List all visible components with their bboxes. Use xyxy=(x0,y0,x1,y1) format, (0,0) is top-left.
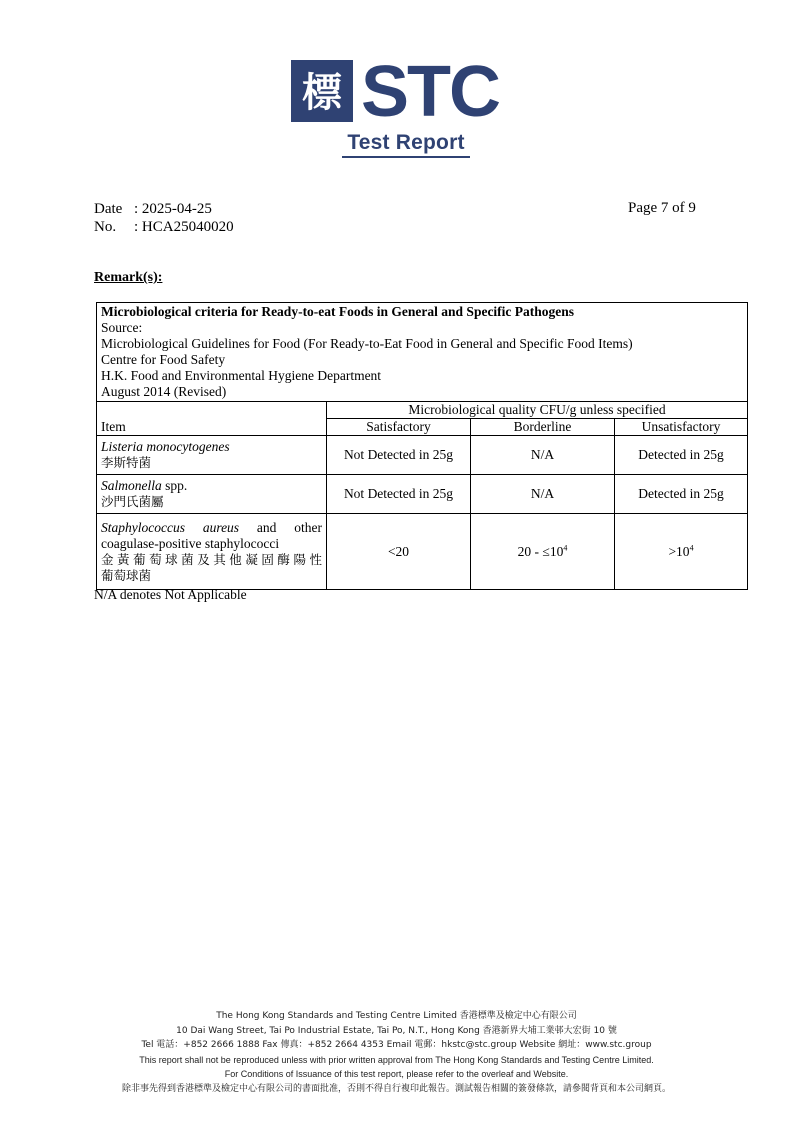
quality-header-row xyxy=(97,402,748,419)
borderline-base: 20 - ≤10 xyxy=(517,543,564,559)
borderline-exponent: 4 xyxy=(563,543,568,552)
source-line: Centre for Food Safety xyxy=(101,352,226,367)
item-chinese-name-line2: 葡萄球菌 xyxy=(101,567,152,583)
unsatisfactory-base: >10 xyxy=(668,543,690,559)
borderline-value xyxy=(471,514,615,590)
satisfactory-value: <20 xyxy=(327,514,471,590)
report-number-label: No. xyxy=(94,219,117,235)
footer-contact: Tel 電話：+852 2666 1888 Fax 傳真：+852 2664 4353 Email 電郵：hkstc@stc.group Website 網址：www.stc.group xyxy=(141,1040,652,1051)
item-name-suffix: spp. xyxy=(161,478,188,493)
item-latin-name: Staphylococcus aureus xyxy=(101,519,240,535)
footer-chinese-notice: 除非事先得到香港標準及檢定中心有限公司的書面批准，否則不得自行複印此報告。測試報告相關的簽發條款，請參閱背頁和本公司網頁。 xyxy=(121,1083,671,1094)
footer xyxy=(60,1009,733,1097)
criteria-title: Microbiological criteria for Ready-to-eat Foods in General and Specific Pathogens xyxy=(101,304,575,319)
footer-reproduction-notice: This report shall not be reproduced unless with prior written approval from The Hong Kong Standards and Testing Centre Limited. xyxy=(139,1054,654,1065)
criteria-table xyxy=(96,302,748,590)
source-line: Source: xyxy=(101,320,143,335)
satisfactory-value: Not Detected in 25g xyxy=(327,475,471,514)
source-line: Microbiological Guidelines for Food (For Ready-to-Eat Food in General and Specific Food Items) xyxy=(101,336,633,351)
footer-address: 10 Dai Wang Street, Tai Po Industrial Estate, Tai Po, N.T., Hong Kong 香港新界大埔工業邨大宏街 10 號 xyxy=(176,1025,617,1036)
table-row xyxy=(97,514,748,590)
item-chinese-name: 沙門氏菌屬 xyxy=(101,494,164,509)
unsatisfactory-value: Detected in 25g xyxy=(615,436,748,475)
report-number-value: : HCA25040020 xyxy=(134,219,234,235)
unsatisfactory-exponent: 4 xyxy=(689,543,694,552)
item-latin-name: Listeria monocytogenes xyxy=(101,439,230,454)
item-header-spacer xyxy=(97,402,327,419)
col-borderline-header: Borderline xyxy=(471,419,615,436)
date-label: Date xyxy=(94,201,123,217)
table-row xyxy=(97,475,748,514)
stc-logo xyxy=(291,60,523,122)
item-name-suffix: and other xyxy=(239,519,322,535)
report-title-underline xyxy=(342,156,470,158)
col-unsatisfactory-header: Unsatisfactory xyxy=(615,419,748,436)
criteria-header-row xyxy=(97,303,748,402)
logo-text: STC xyxy=(361,60,499,122)
col-satisfactory-header: Satisfactory xyxy=(327,419,471,436)
col-item-header: Item xyxy=(97,419,327,436)
footer-company: The Hong Kong Standards and Testing Centre Limited 香港標準及檢定中心有限公司 xyxy=(216,1011,577,1021)
logo-mark-glyph: 標 xyxy=(302,70,342,116)
quality-header: Microbiological quality CFU/g unless specified xyxy=(327,402,748,419)
source-line: August 2014 (Revised) xyxy=(101,384,227,399)
date-row xyxy=(94,200,234,218)
item-name xyxy=(97,514,327,590)
item-chinese-name: 金黃葡萄球菌及其他凝固酶陽性 xyxy=(101,551,322,567)
item-name-line2: coagulase-positive staphylococci xyxy=(101,535,280,551)
report-meta xyxy=(94,200,234,236)
table-row xyxy=(97,436,748,475)
footer-conditions-notice: For Conditions of Issuance of this test report, please refer to the overleaf and Website. xyxy=(224,1069,569,1080)
report-number-row xyxy=(94,218,234,236)
source-line: H.K. Food and Environmental Hygiene Department xyxy=(101,368,382,383)
item-chinese-name: 李斯特菌 xyxy=(101,455,152,470)
report-title: Test Report xyxy=(347,131,465,154)
borderline-value: N/A xyxy=(471,436,615,475)
item-name xyxy=(97,436,327,475)
item-name xyxy=(97,475,327,514)
borderline-value: N/A xyxy=(471,475,615,514)
page-number: Page 7 of 9 xyxy=(628,200,696,216)
unsatisfactory-value: Detected in 25g xyxy=(615,475,748,514)
remarks-heading: Remark(s): xyxy=(94,270,163,285)
unsatisfactory-value xyxy=(615,514,748,590)
column-header-row xyxy=(97,419,748,436)
criteria-header-cell xyxy=(97,303,748,402)
date-value: : 2025-04-25 xyxy=(134,201,212,217)
na-note: N/A denotes Not Applicable xyxy=(94,587,247,602)
item-latin-name: Salmonella xyxy=(101,478,162,493)
satisfactory-value: Not Detected in 25g xyxy=(327,436,471,475)
